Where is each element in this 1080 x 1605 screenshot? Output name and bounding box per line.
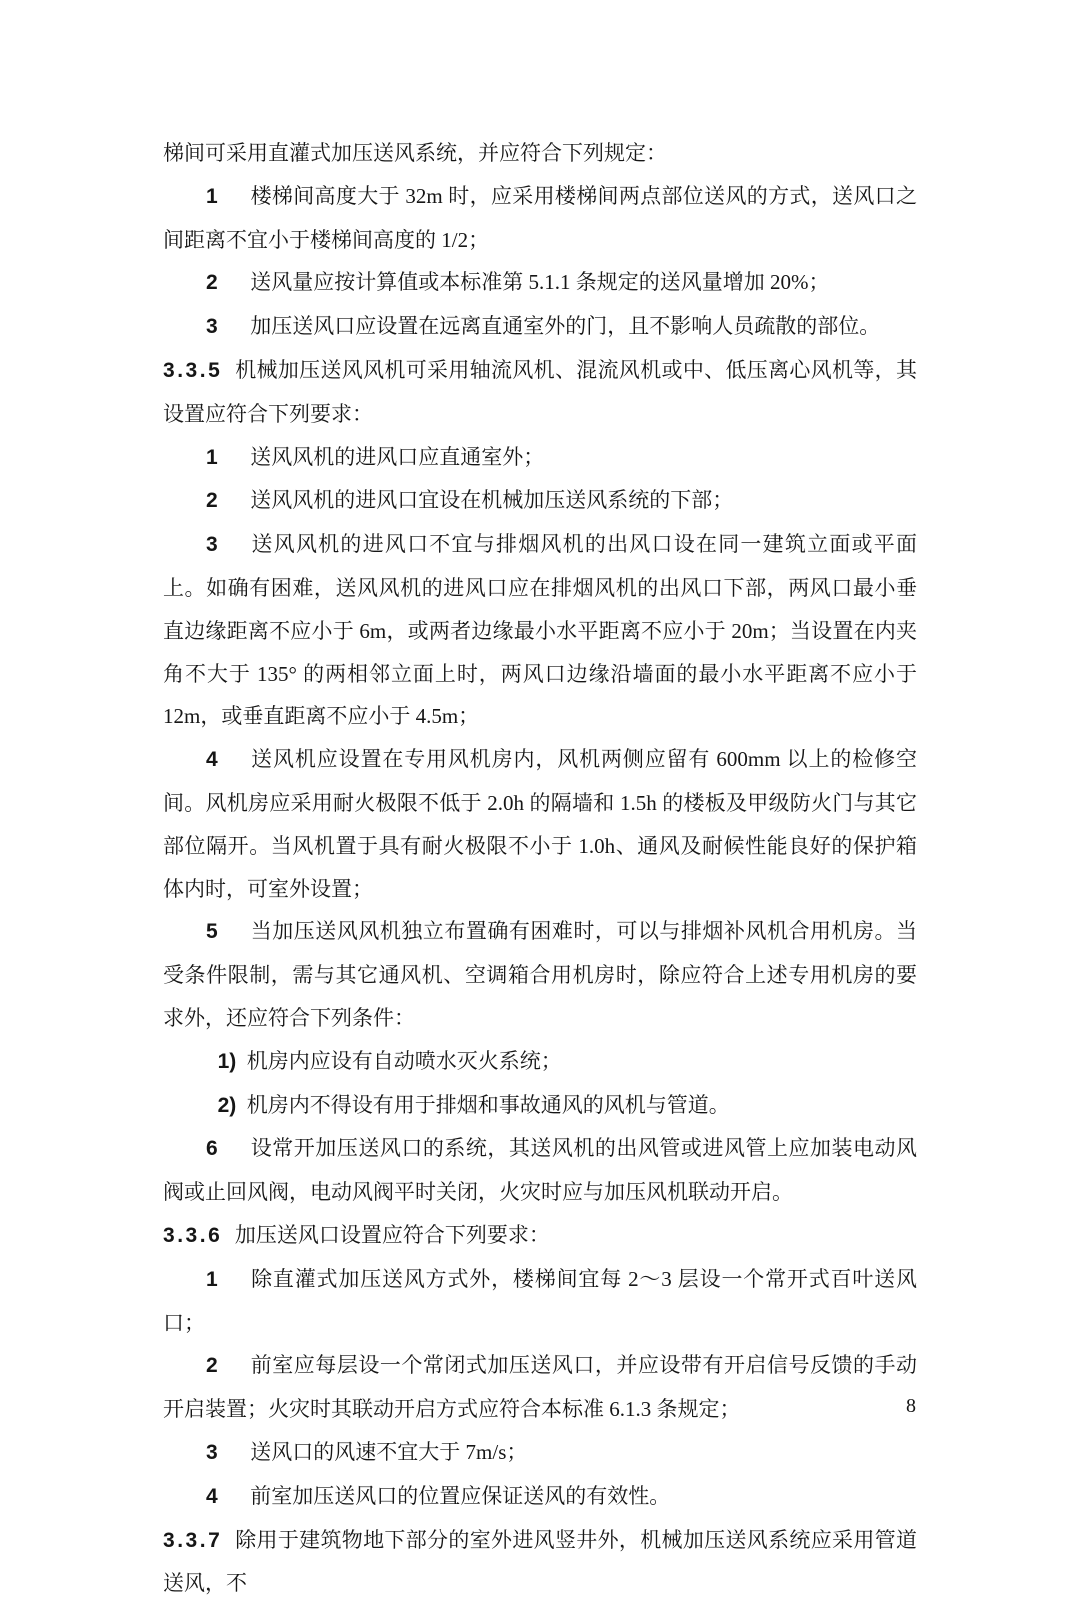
document-body bbox=[163, 132, 917, 1605]
section-number: 3.3.5 bbox=[163, 359, 222, 382]
paragraph-text: 送风量应按计算值或本标准第 5.1.1 条规定的送风量增加 20%； bbox=[250, 270, 829, 294]
section-paragraph bbox=[163, 1214, 917, 1258]
sub-list-item bbox=[163, 1040, 917, 1084]
paragraph-text: 设常开加压送风口的系统，其送风机的出风管或进风管上应加装电动风阀或止回风阀，电动风阀平时关闭，火灾时应与加压风机联动开启。 bbox=[163, 1136, 917, 1204]
paragraph-text: 前室应每层设一个常闭式加压送风口，并应设带有开启信号反馈的手动开启装置；火灾时其联动开启方式应符合本标准 6.1.3 条规定； bbox=[163, 1353, 917, 1421]
section-paragraph bbox=[163, 349, 917, 436]
paragraph-text: 机械加压送风风机可采用轴流风机、混流风机或中、低压离心风机等，其设置应符合下列要求： bbox=[163, 358, 917, 426]
paragraph-text: 机房内不得设有用于排烟和事故通风的风机与管道。 bbox=[247, 1093, 730, 1117]
subitem-number: 1) bbox=[218, 1050, 237, 1073]
item-number: 3 bbox=[206, 315, 218, 338]
paragraph-text: 梯间可采用直灌式加压送风系统，并应符合下列规定： bbox=[163, 141, 667, 165]
list-item bbox=[163, 738, 917, 910]
list-item bbox=[163, 479, 917, 523]
paragraph-text: 除直灌式加压送风方式外，楼梯间宜每 2～3 层设一个常开式百叶送风口； bbox=[163, 1267, 917, 1335]
item-number: 3 bbox=[206, 533, 218, 556]
subitem-number: 2) bbox=[218, 1094, 237, 1117]
paragraph-text: 送风风机的进风口不宜与排烟风机的出风口设在同一建筑立面或平面上。如确有困难，送风风机的进风口应在排烟风机的出风口下部，两风口最小垂直边缘距离不应小于 6m，或两者边缘最小水平距离不应小于 20m；当设置在内夹角不大于 135° 的两相邻立面上时，两风口边缘沿墙面的最小水平距离不应小于 12m，或垂直距离不应小于 4.5m； bbox=[163, 532, 917, 728]
paragraph-text: 前室加压送风口的位置应保证送风的有效性。 bbox=[250, 1484, 670, 1508]
paragraph-text: 除用于建筑物地下部分的室外进风竖井外，机械加压送风系统应采用管道送风，不 bbox=[163, 1528, 917, 1596]
list-item bbox=[163, 1127, 917, 1214]
item-number: 4 bbox=[206, 1485, 218, 1508]
section-paragraph bbox=[163, 1519, 917, 1605]
paragraph bbox=[163, 132, 917, 175]
list-item bbox=[163, 1258, 917, 1345]
sub-list-item bbox=[163, 1084, 917, 1128]
list-item bbox=[163, 1475, 917, 1519]
paragraph-text: 送风口的风速不宜大于 7m/s； bbox=[250, 1440, 527, 1464]
item-number: 2 bbox=[206, 271, 218, 294]
item-number: 2 bbox=[206, 489, 218, 512]
item-number: 1 bbox=[206, 185, 218, 208]
list-item bbox=[163, 1344, 917, 1431]
list-item bbox=[163, 436, 917, 480]
page-number: 8 bbox=[906, 1394, 916, 1418]
item-number: 2 bbox=[206, 1354, 218, 1377]
list-item bbox=[163, 1431, 917, 1475]
item-number: 4 bbox=[206, 748, 218, 771]
section-number: 3.3.6 bbox=[163, 1224, 222, 1247]
paragraph-text: 楼梯间高度大于 32m 时，应采用楼梯间两点部位送风的方式，送风口之间距离不宜小于楼梯间高度的 1/2； bbox=[163, 184, 917, 252]
paragraph-text: 当加压送风风机独立布置确有困难时，可以与排烟补风机合用机房。当受条件限制，需与其它通风机、空调箱合用机房时，除应符合上述专用机房的要求外，还应符合下列条件： bbox=[163, 919, 917, 1030]
paragraph-text: 机房内应设有自动喷水灭火系统； bbox=[247, 1049, 562, 1073]
item-number: 3 bbox=[206, 1441, 218, 1464]
paragraph-text: 加压送风口设置应符合下列要求： bbox=[235, 1223, 550, 1247]
paragraph-text: 送风机应设置在专用风机房内，风机两侧应留有 600mm 以上的检修空间。风机房应采用耐火极限不低于 2.0h 的隔墙和 1.5h 的楼板及甲级防火门与其它部位隔开。当风机置于具有耐火极限不小于 1.0h、通风及耐候性能良好的保护箱体内时，可室外设置； bbox=[163, 747, 917, 900]
paragraph-text: 送风风机的进风口宜设在机械加压送风系统的下部； bbox=[250, 488, 733, 512]
paragraph-text: 加压送风口应设置在远离直通室外的门，且不影响人员疏散的部位。 bbox=[250, 314, 880, 338]
list-item bbox=[163, 523, 917, 738]
paragraph-text: 送风风机的进风口应直通室外； bbox=[250, 445, 544, 469]
list-item bbox=[163, 910, 917, 1039]
section-number: 3.3.7 bbox=[163, 1529, 222, 1552]
item-number: 5 bbox=[206, 920, 218, 943]
list-item bbox=[163, 175, 917, 262]
list-item bbox=[163, 305, 917, 349]
item-number: 1 bbox=[206, 446, 218, 469]
item-number: 1 bbox=[206, 1268, 218, 1291]
item-number: 6 bbox=[206, 1137, 218, 1160]
list-item bbox=[163, 261, 917, 305]
